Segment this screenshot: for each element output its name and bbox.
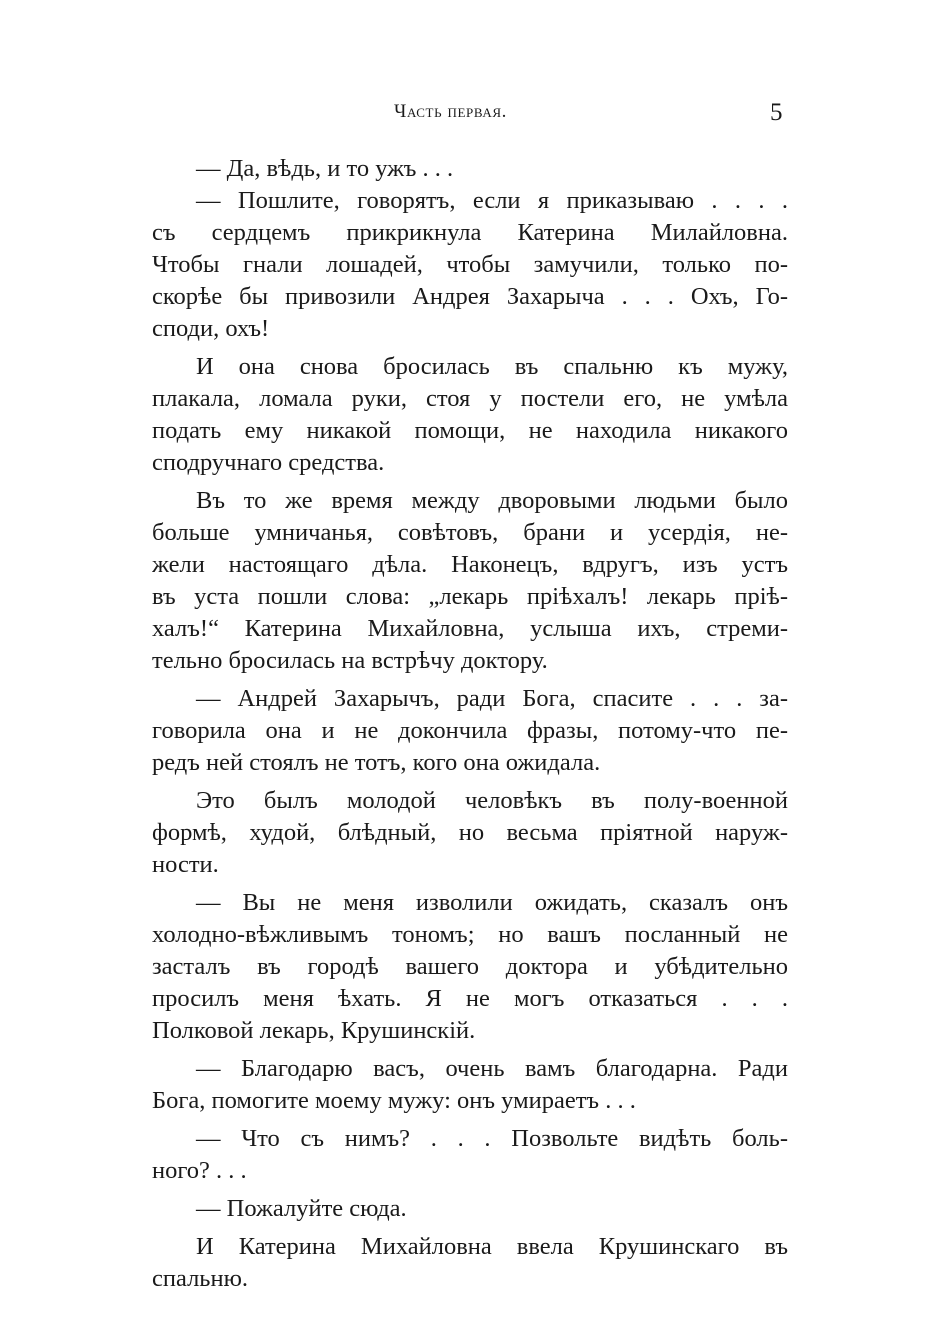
page-number: 5 — [770, 99, 783, 126]
text-line: скорѣе бы привозили Андрея Захарыча . . . Охъ, Го- — [152, 283, 788, 310]
text-line: плакала, ломала руки, стоя у постели его, не умѣла — [152, 385, 788, 412]
text-line: подать ему никакой помощи, не находила никакого — [152, 417, 788, 444]
text-line: — Что съ нимъ? . . . Позвольте видѣть боль- — [196, 1125, 788, 1152]
text-line: И Катерина Михайловна ввела Крушинскаго въ — [196, 1233, 788, 1260]
text-line: сподручнаго средства. — [152, 449, 385, 476]
text-line: спальню. — [152, 1265, 249, 1292]
running-head: Часть первая. — [394, 101, 507, 122]
text-line: засталъ въ городѣ вашего доктора и убѣдительно — [152, 953, 788, 980]
text-line: Чтобы гнали лошадей, чтобы замучили, только по- — [152, 251, 788, 278]
text-line: редъ ней стоялъ не тотъ, кого она ожидала. — [152, 749, 601, 776]
text-line: ного? . . . — [152, 1157, 247, 1184]
text-line: тельно бросилась на встрѣчу доктору. — [152, 647, 548, 674]
text-line: больше умничанья, совѣтовъ, брани и усердія, не- — [152, 519, 788, 546]
text-line: просилъ меня ѣхать. Я не могъ отказаться . . . — [152, 985, 788, 1012]
text-line: Полковой лекарь, Крушинскій. — [152, 1017, 476, 1044]
text-line: — Да, вѣдь, и то ужъ . . . — [196, 155, 454, 182]
text-line: ности. — [152, 851, 219, 878]
text-line: жели настоящаго дѣла. Наконецъ, вдругъ, изъ устъ — [152, 551, 788, 578]
text-line: холодно-вѣжливымъ тономъ; но вашъ посланный не — [152, 921, 788, 948]
text-line: — Пожалуйте сюда. — [196, 1195, 407, 1222]
text-line: Въ то же время между дворовыми людьми было — [196, 487, 788, 514]
text-line: говорила она и не докончила фразы, потому-что пе- — [152, 717, 788, 744]
text-line: халъ!“ Катерина Михайловна, услыша ихъ, стреми- — [152, 615, 788, 642]
text-line: — Пошлите, говорятъ, если я приказываю . . . . — [196, 187, 788, 214]
text-line: — Благодарю васъ, очень вамъ благодарна. Ради — [196, 1055, 788, 1082]
text-line: Бога, помогите моему мужу: онъ умираетъ . . . — [152, 1087, 636, 1114]
text-line: — Вы не меня изволили ожидать, сказалъ онъ — [196, 889, 788, 916]
text-line: — Андрей Захарычъ, ради Бога, спасите . . . за- — [196, 685, 788, 712]
text-line: Это былъ молодой человѣкъ въ полу-военной — [196, 787, 788, 814]
page-text-body — [152, 153, 788, 1295]
text-line: И она снова бросилась въ спальню къ мужу, — [196, 353, 788, 380]
text-line: формѣ, худой, блѣдный, но весьма пріятной наруж- — [152, 819, 788, 846]
text-line: съ сердцемъ прикрикнула Катерина Милайловна. — [152, 219, 788, 246]
text-line: въ уста пошли слова: „лекарь пріѣхалъ! лекарь пріѣ- — [152, 583, 788, 610]
text-line: споди, охъ! — [152, 315, 270, 342]
